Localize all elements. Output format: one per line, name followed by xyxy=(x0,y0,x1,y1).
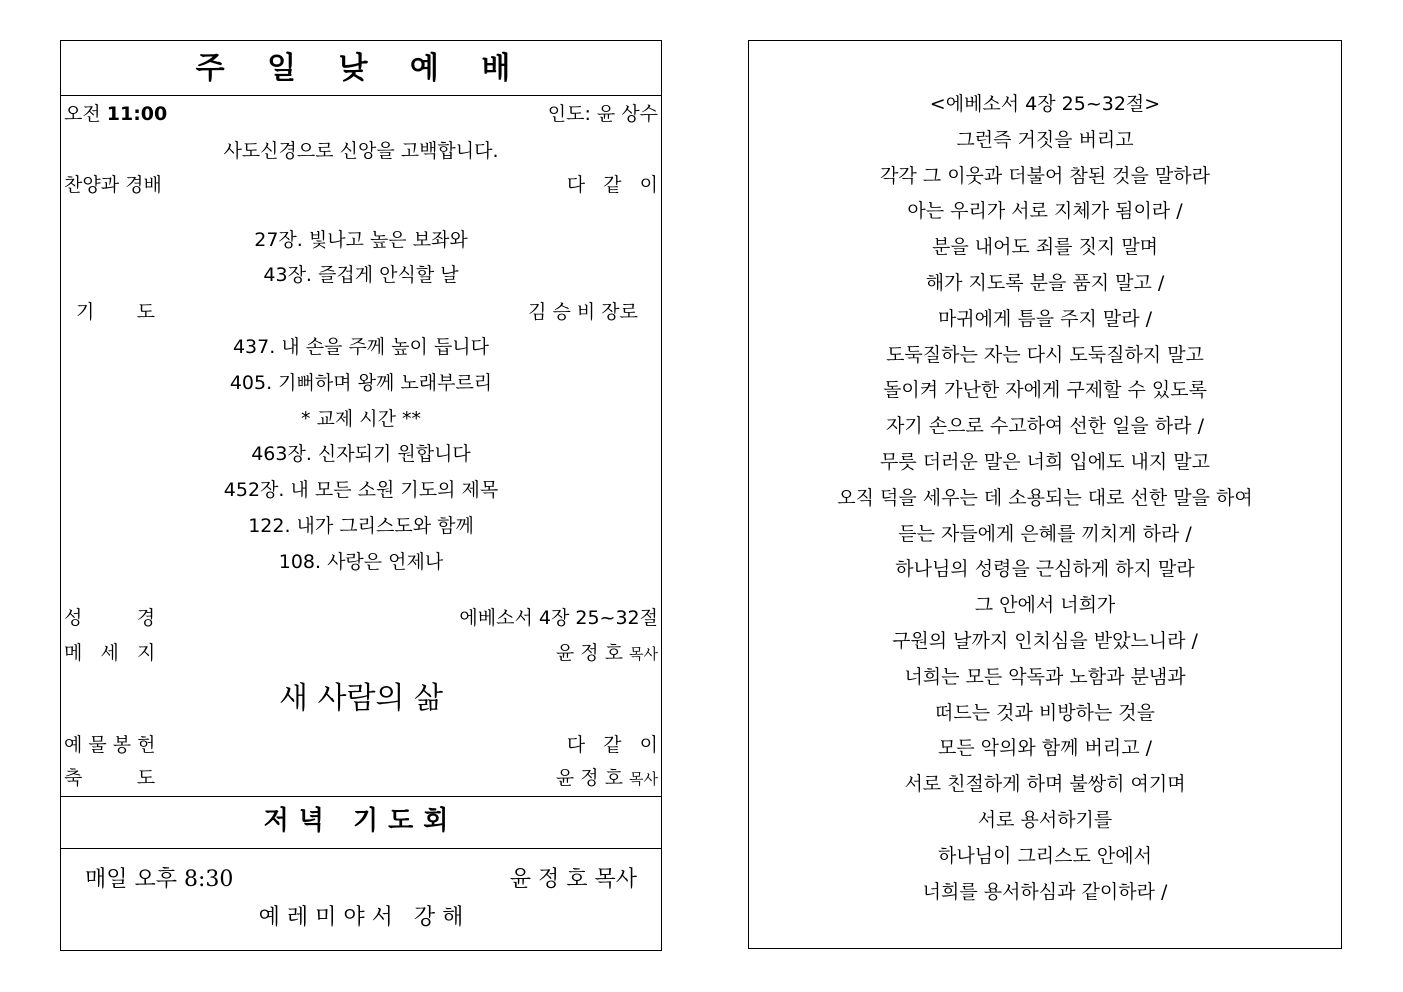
benediction-suffix: 목사 xyxy=(629,770,658,788)
evening-bottom-divider xyxy=(61,848,661,849)
scripture-line: 오직 덕을 세우는 데 소용되는 대로 선한 말을 하여 xyxy=(837,486,1253,509)
title-divider xyxy=(61,95,661,96)
hymn-text: 437. 내 손을 주께 높이 듭니다 xyxy=(232,336,490,358)
hymn-row xyxy=(64,225,658,255)
evening-study-row xyxy=(64,903,658,933)
scripture-line: 마귀에게 틈을 주지 말라 / xyxy=(937,307,1153,330)
scripture-line: 떠드는 것과 비방하는 것을 xyxy=(934,701,1155,724)
praise-row xyxy=(64,170,658,200)
message-who: 윤 정 호 xyxy=(555,642,623,664)
hymn-text: 405. 기뻐하며 왕께 노래부르리 xyxy=(229,372,493,394)
hymn-text: 122. 내가 그리스도와 함께 xyxy=(248,515,474,537)
offering-label: 예 물 봉 헌 xyxy=(64,734,156,756)
scripture-line: 하나님이 그리스도 안에서 xyxy=(938,844,1152,867)
message-title-suffix: 목사 xyxy=(629,645,658,663)
creed-row xyxy=(64,136,658,166)
creed-text: 사도신경으로 신앙을 고백합니다. xyxy=(223,140,499,162)
hymn-row xyxy=(64,439,658,469)
hymn-text: 463장. 신자되기 원합니다 xyxy=(251,443,471,465)
benediction-label: 축 도 xyxy=(64,767,156,789)
leader: 인도: 윤 상수 xyxy=(547,103,658,125)
scripture-panel xyxy=(748,40,1342,949)
scripture-line: 하나님의 성령을 근심하게 하지 말라 xyxy=(895,558,1195,581)
evening-time: 매일 오후 8:30 xyxy=(85,867,234,892)
scripture-line: 아는 우리가 서로 지체가 됨이라 / xyxy=(907,200,1183,223)
scripture-lines xyxy=(749,89,1341,912)
evening-who: 윤 정 호 xyxy=(509,867,588,892)
sermon-title: 새 사람의 삶 xyxy=(279,681,443,716)
hymn-row xyxy=(64,475,658,505)
hymn-row xyxy=(64,260,658,290)
service-order-panel xyxy=(60,40,662,951)
scripture-line: 돌이켜 가난한 자에게 구제할 수 있도록 xyxy=(883,379,1207,402)
scripture-line: 자기 손으로 수고하여 선한 일을 하라 / xyxy=(886,415,1204,438)
hymn-text: 27장. 빛나고 높은 보좌와 xyxy=(254,229,468,251)
scripture-line: 구원의 날까지 인치심을 받았느니라 / xyxy=(892,629,1198,652)
prayer-label: 기 도 xyxy=(76,301,155,323)
scripture-line: 분을 내어도 죄를 짓지 말며 xyxy=(931,236,1159,259)
sermon-title-row xyxy=(64,677,658,721)
hymn-text: 108. 사랑은 언제나 xyxy=(278,551,444,573)
benediction-who: 윤 정 호 xyxy=(555,767,623,789)
scripture-label: 성 경 xyxy=(64,607,156,629)
scripture-line: 너희는 모든 악독과 노함과 분냄과 xyxy=(904,665,1186,688)
evening-top-divider xyxy=(61,796,661,797)
fellowship-text: * 교제 시간 ** xyxy=(300,408,422,430)
time-value: 11:00 xyxy=(106,103,168,125)
scripture-line: 듣는 자들에게 은혜를 끼치게 하라 / xyxy=(898,522,1192,545)
evening-suffix: 목사 xyxy=(594,867,637,892)
evening-study: 예 레 미 야 서 강 해 xyxy=(258,905,464,930)
scripture-line: 모든 악의와 함께 버리고 / xyxy=(937,737,1153,760)
scripture-line: 도둑질하는 자는 다시 도둑질하지 말고 xyxy=(886,343,1204,366)
hymn-text: 43장. 즐겁게 안식할 날 xyxy=(263,264,459,286)
message-row xyxy=(64,638,658,668)
scripture-ref: 에베소서 4장 25~32절 xyxy=(459,607,658,629)
benediction-row xyxy=(64,763,658,793)
evening-time-row xyxy=(85,865,637,895)
scripture-line: 그 안에서 너희가 xyxy=(974,594,1116,617)
scripture-line: 그런즉 거짓을 버리고 xyxy=(956,128,1134,151)
prayer-row xyxy=(64,297,658,327)
hymn-row xyxy=(64,547,658,577)
offering-who: 다 같 이 xyxy=(566,734,658,756)
praise-who: 다 같 이 xyxy=(566,174,658,196)
offering-row xyxy=(64,730,658,760)
time-label: 오전 xyxy=(64,103,101,125)
scripture-line: 서로 친절하게 하며 불쌍히 여기며 xyxy=(904,773,1186,796)
scripture-line: 서로 용서하기를 xyxy=(977,808,1113,831)
hymn-row xyxy=(64,368,658,398)
scripture-line: 너희를 용서하심과 같이하라 / xyxy=(922,880,1168,903)
praise-label: 찬양과 경배 xyxy=(64,174,162,196)
fellowship-row xyxy=(64,404,658,434)
message-label: 메 세 지 xyxy=(64,642,156,664)
scripture-line: 해가 지도록 분을 품지 말고 / xyxy=(925,271,1165,294)
hymn-row xyxy=(64,332,658,362)
scripture-row xyxy=(64,603,658,633)
evening-title: 저녁 기도회 xyxy=(263,806,459,836)
service-time-row xyxy=(64,99,658,129)
hymn-row xyxy=(64,511,658,541)
scripture-line: 무릇 더러운 말은 너희 입에도 내지 말고 xyxy=(880,450,1210,473)
scripture-heading: <에베소서 4장 25~32절> xyxy=(929,93,1161,115)
hymn-text: 452장. 내 모든 소원 기도의 제목 xyxy=(223,479,499,501)
service-title: 주 일 낮 예 배 xyxy=(195,51,527,86)
prayer-who: 김 승 비 장로 xyxy=(528,301,638,323)
scripture-line: 각각 그 이웃과 더불어 참된 것을 말하라 xyxy=(880,164,1210,187)
